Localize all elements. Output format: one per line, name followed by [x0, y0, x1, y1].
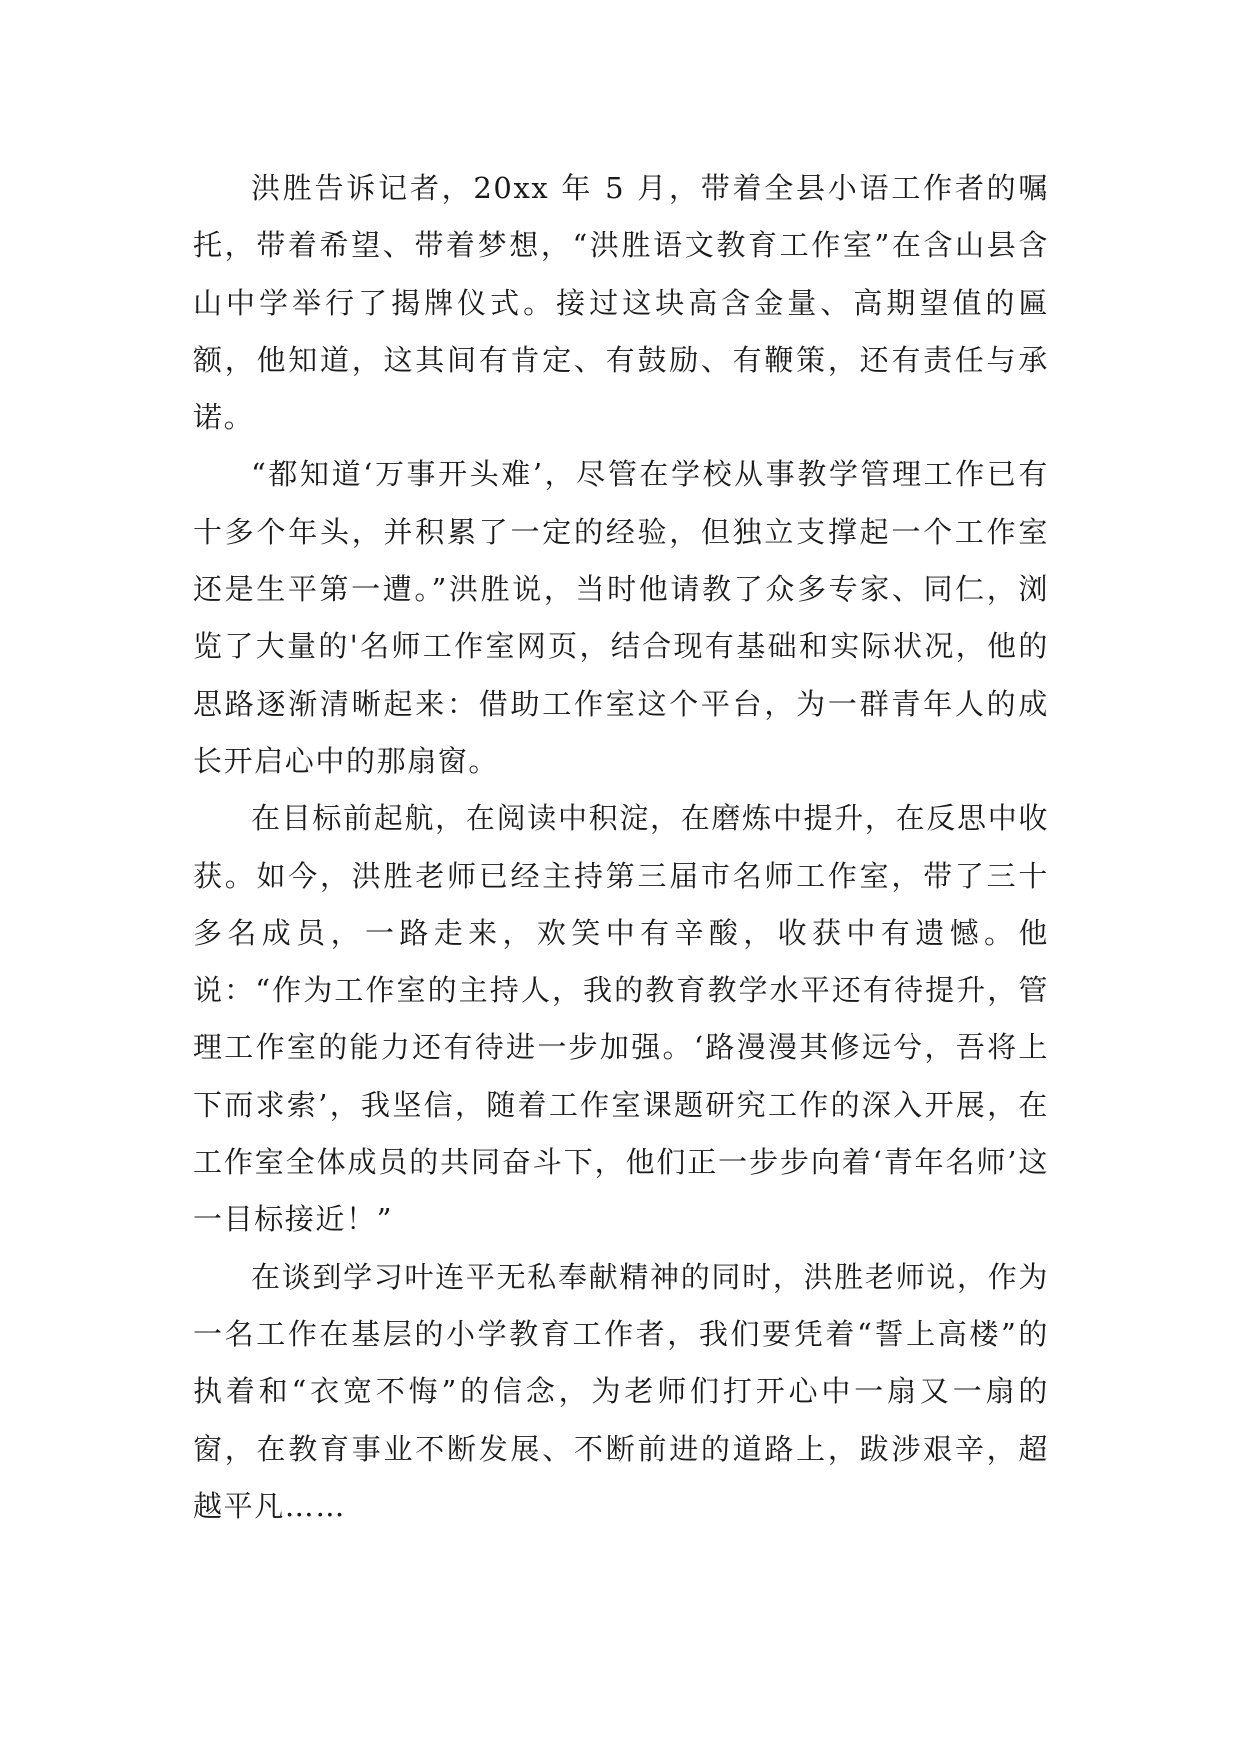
article-body: [193, 160, 1049, 1535]
paragraph-1: 洪胜告诉记者，20xx 年 5 月，带着全县小语工作者的嘱托，带着希望、带着梦想，“洪胜语文教育工作室”在含山县含山中学举行了揭牌仪式。接过这块高含金量、高期望值的匾额，他知道，这其间有肯定、有鼓励、有鞭策，还有责任与承诺。: [193, 171, 1049, 435]
paragraph-2: “都知道‘万事开头难’，尽管在学校从事教学管理工作已有十多个年头，并积累了一定的经验，但独立支撑起一个工作室还是生平第一遭。”洪胜说，当时他请教了众多专家、同仁，浏览了大量的'名师工作室网页，结合现有基础和实际状况，他的思路逐渐清晰起来：借助工作室这个平台，为一群青年人的成长开启心中的那扇窗。: [193, 457, 1049, 778]
paragraph-3: 在目标前起航，在阅读中积淀，在磨炼中提升，在反思中收获。如今，洪胜老师已经主持第三届市名师工作室，带了三十多名成员，一路走来，欢笑中有辛酸，收获中有遗憾。他说：“作为工作室的主持人，我的教育教学水平还有待提升，管理工作室的能力还有待进一步加强。‘路漫漫其修远兮，吾将上下而求索’，我坚信，随着工作室课题研究工作的深入开展，在工作室全体成员的共同奋斗下，他们正一步步向着‘青年名师’这一目标接近！”: [193, 801, 1049, 1237]
paragraph-4: 在谈到学习叶连平无私奉献精神的同时，洪胜老师说，作为一名工作在基层的小学教育工作者，我们要凭着“誓上高楼”的执着和“衣宽不悔”的信念，为老师们打开心中一扇又一扇的窗，在教育事业不断发展、不断前进的道路上，跋涉艰辛，超越平凡……: [193, 1259, 1049, 1523]
